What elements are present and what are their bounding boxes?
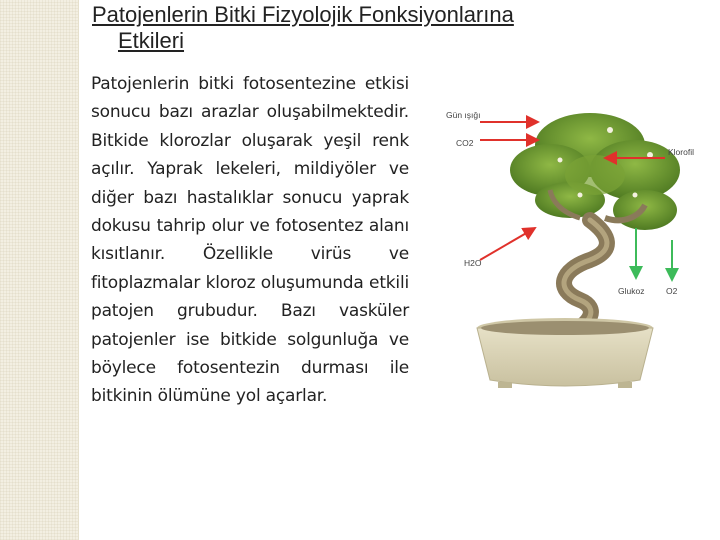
- decorative-side-strip: [0, 0, 79, 540]
- o2-arrow: [666, 240, 678, 296]
- co2-arrow: [456, 138, 538, 148]
- slide-title-line2: Etkileri: [118, 28, 185, 53]
- label-h2o: H2O: [464, 258, 482, 268]
- h2o-arrow: [464, 228, 535, 268]
- label-glucose: Glukoz: [618, 286, 645, 296]
- pot: [477, 318, 653, 388]
- label-o2: O2: [666, 286, 678, 296]
- bonsai-photosynthesis-figure: [440, 100, 700, 392]
- glucose-arrow: [618, 228, 644, 296]
- body-paragraph: Patojenlerin bitki fotosentezine etkisi sonucu bazı arazlar oluşabilmektedir. Bitkide klorozlar oluşarak yeşil renk açılır. Yaprak lekeleri, mildiyöler ve diğer bazı hastalıklar sonucu yaprak dokusu tahrip olur ve fotosentez alanı kısıtlanır. Özellikle virüs ve fitoplazmalar kloroz oluşumunda etkili patojen grubudur. Bazı vasküler patojenler ise bitkide solgunluğa ve böylece fotosentezin durması ile bitkinin ölümüne yol açarlar.: [91, 74, 409, 407]
- sunlight-arrow: [446, 110, 538, 122]
- slide-title-line1: Patojenlerin Bitki Fizyolojik Fonksiyonlarına: [92, 2, 514, 27]
- label-co2: CO2: [456, 138, 474, 148]
- slide-title: [92, 2, 702, 54]
- label-sunlight: Gün ışığı: [446, 110, 481, 120]
- label-chlorophyll: Klorofil: [668, 147, 694, 157]
- foliage: [510, 113, 680, 230]
